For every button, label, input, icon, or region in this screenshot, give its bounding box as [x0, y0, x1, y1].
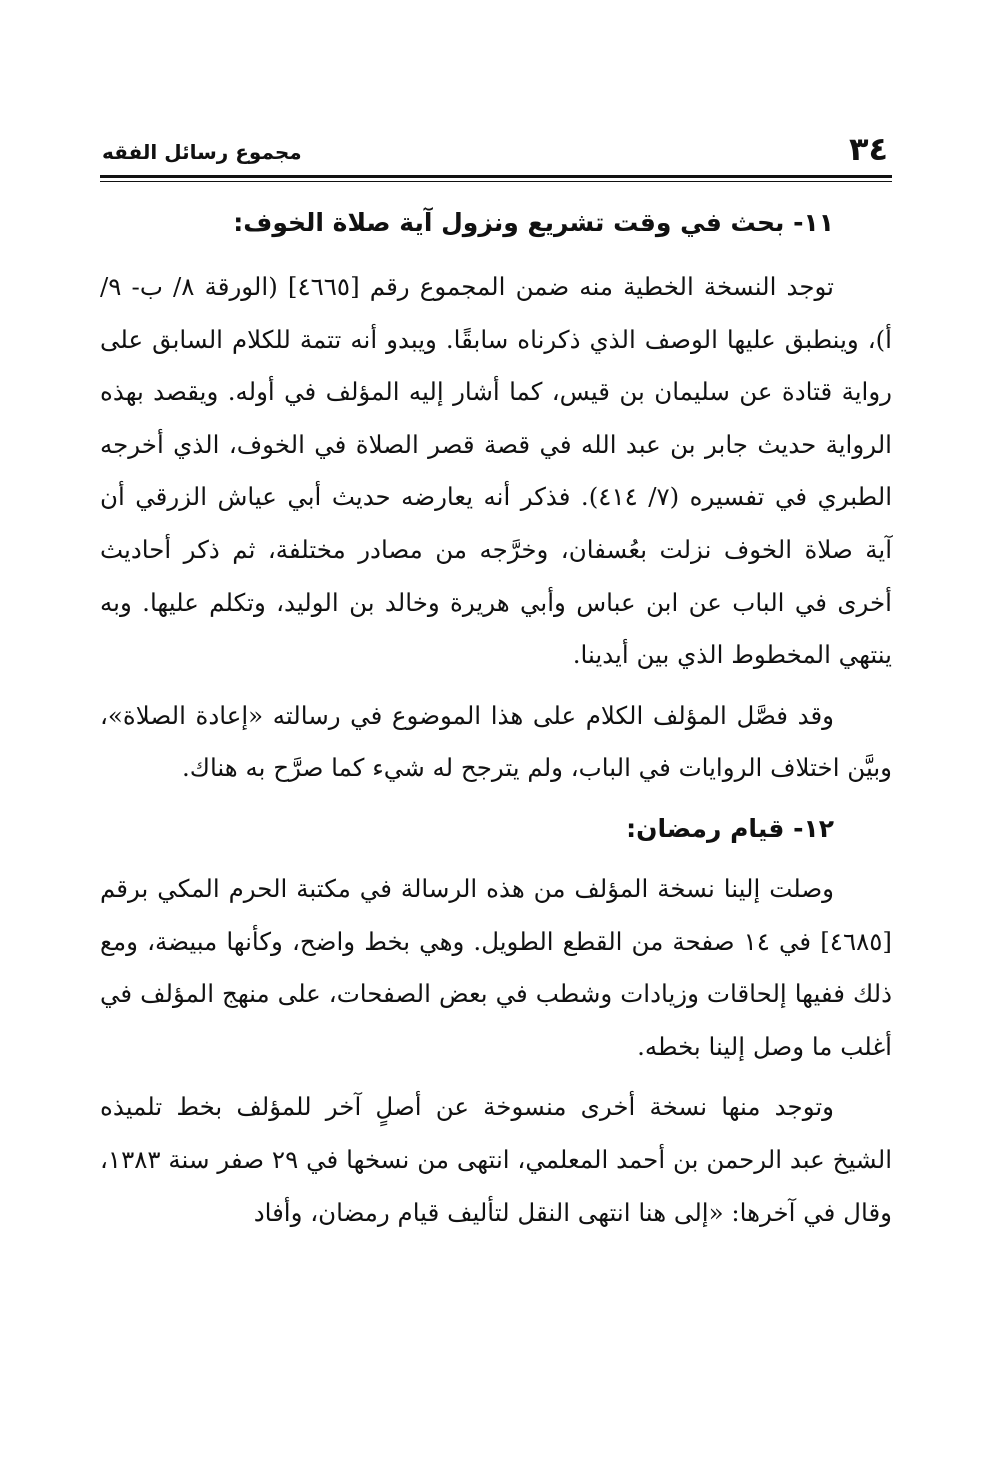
section-heading-12: ١٢- قيام رمضان: [626, 813, 834, 843]
section-12-paragraph-1: وصلت إلينا نسخة المؤلف من هذه الرسالة في مكتبة الحرم المكي برقم [٤٦٨٥] في ١٤ صفحة من القطع الطويل. وهي بخط واضح، وكأنها مبيضة، ومع ذلك ففيها إلحاقات وزيادات وشطب في بعض الصفحات، على منهج المؤلف في أغلب ما وصل إلينا بخطه. [100, 873, 892, 1061]
page-body [100, 193, 892, 1247]
page-number: ٣٤ [848, 130, 888, 168]
section-11-paragraph-2: وقد فصَّل المؤلف الكلام على هذا الموضوع في رسالته «إعادة الصلاة»، وبيَّن اختلاف الروايات في الباب، ولم يترجح له شيء كما صرَّح به هناك. [100, 700, 892, 783]
book-title: مجموع رسائل الفقه [102, 140, 302, 164]
running-header [100, 125, 892, 171]
section-heading-11: ١١- بحث في وقت تشريع ونزول آية صلاة الخوف: [233, 208, 834, 237]
header-rule [100, 175, 892, 178]
section-12-paragraph-2: وتوجد منها نسخة أخرى منسوخة عن أصلٍ آخر للمؤلف بخط تلميذه الشيخ عبد الرحمن بن أحمد المعلمي، انتهى من نسخها في ٢٩ صفر سنة ١٣٨٣، وقال في آخرها: «إلى هنا انتهى النقل لتأليف قيام رمضان، وأفاد [100, 1092, 892, 1227]
section-11-paragraph-1: توجد النسخة الخطية منه ضمن المجموع رقم [٤٦٦٥] (الورقة ٨/ ب- ٩/ أ)، وينطبق عليها الوصف الذي ذكرناه سابقًا. ويبدو أنه تتمة للكلام السابق على رواية قتادة عن سليمان بن قيس، كما أشار إليه المؤلف في أوله. ويقصد بهذه الرواية حديث جابر بن عبد الله في قصة قصر الصلاة في الخوف، الذي أخرجه الطبري في تفسيره (٧/ ٤١٤). فذكر أنه يعارضه حديث أبي عياش الزرقي أن آية صلاة الخوف نزلت بعُسفان، وخرَّجه من مصادر مختلفة، ثم ذكر أحاديث أخرى في الباب عن ابن عباس وأبي هريرة وخالد بن الوليد، وتكلم عليها. وبه ينتهي المخطوط الذي بين أيدينا. [100, 272, 892, 670]
header-rule-thin [100, 181, 892, 182]
book-page [100, 125, 892, 1355]
